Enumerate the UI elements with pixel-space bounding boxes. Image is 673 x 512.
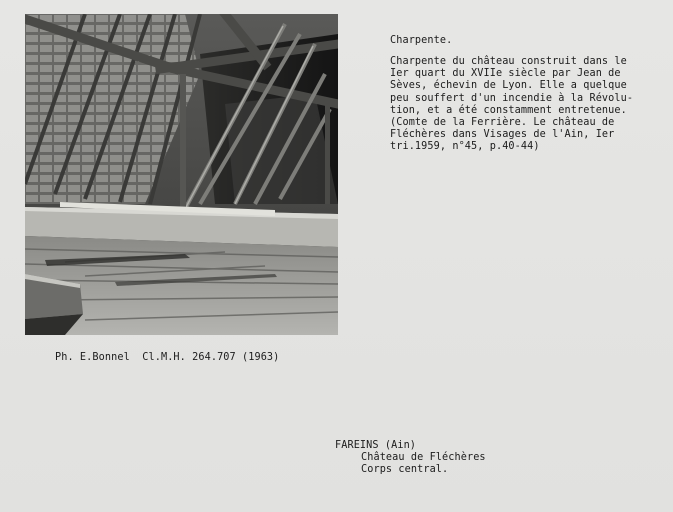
- description-line: Fléchères dans Visages de l'Ain, Ier: [390, 129, 615, 141]
- description-line: peu souffert d'un incendie à la Révolu-: [390, 92, 634, 104]
- description-line: (Comte de la Ferrière. Le château de: [390, 117, 615, 129]
- location-part: Corps central.: [361, 464, 449, 476]
- description-line: Charpente du château construit dans le: [390, 56, 627, 67]
- description-line: tri.1959, n°45, p.40-44): [390, 141, 540, 153]
- caption-title: Charpente.: [390, 35, 453, 46]
- description-line: tion, et a été constamment entretenue.: [390, 104, 627, 116]
- description-line: Ier quart du XVIIe siècle par Jean de: [390, 68, 621, 80]
- caption-description: [390, 56, 633, 154]
- roof-timber-photograph: [25, 14, 338, 335]
- location-block: [335, 440, 486, 477]
- photo-credit: Ph. E.Bonnel Cl.M.H. 264.707 (1963): [55, 352, 280, 363]
- location-commune: FAREINS (Ain): [335, 440, 417, 451]
- location-building: Château de Fléchères: [361, 452, 486, 464]
- description-line: Sèves, échevin de Lyon. Elle a quelque: [390, 80, 627, 92]
